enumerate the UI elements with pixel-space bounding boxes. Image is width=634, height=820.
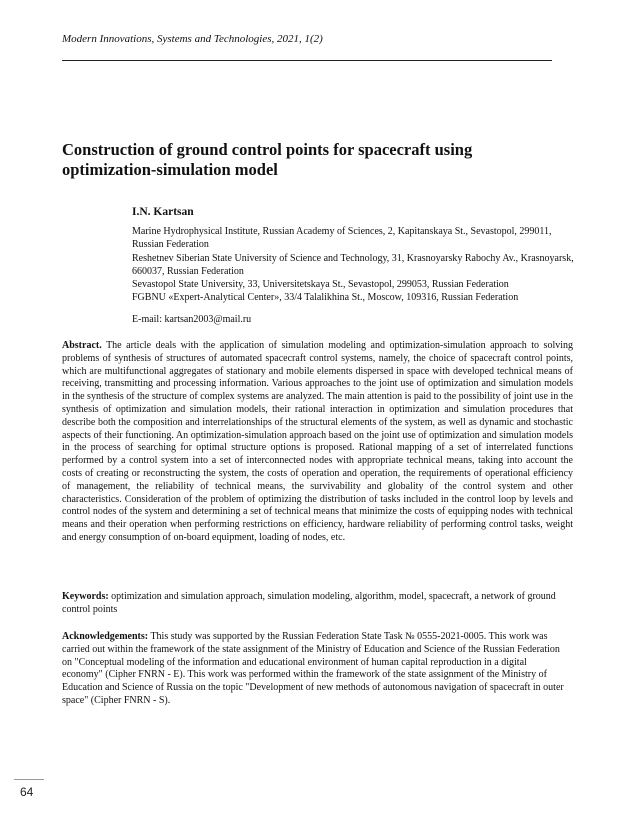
affiliation-2: Reshetnev Siberian State University of Science and Technology, 31, Krasnoyarsky Rabochy Av., Krasnoyarsk, 660037, Russian Federation bbox=[132, 252, 574, 277]
abstract-label: Abstract. bbox=[62, 340, 102, 351]
keywords-label: Keywords: bbox=[62, 591, 109, 602]
author-email: E-mail: kartsan2003@mail.ru bbox=[132, 314, 252, 325]
abstract-text: The article deals with the application of simulation modeling and optimization-simulation approach to solving problems of synthesis of structures of automated spacecraft control systems, namely, the choice of spacecraft control points, which are multifunctional aggregates of stationary and mobile elements dispersed in space with developed technical means of receiving, transmitting and processing information. Various approaches to the joint use of optimization and simulation models in the synthesis of the structure of complex systems are analyzed. The main attention is paid to the possibility of joint use in the synthesis of optimization and simulation models, their rational interaction in optimization and simulation procedures that describe both the composition and interrelationships of the structural elements of the system, as well as dynamic and stochastic aspects of their functioning. An optimization-simulation approach based on the joint use of optimization and simulation models in the process of searching for optimal structure options is proposed. Rational mapping of a set of interrelated functions performed by a control system into a set of interconnected nodes with appropriate technical means, taking into account the costs of creating or reconstructing the system, the costs of operation and operation, the requirements of operational efficiency of management, the reliability of technical means, the survivability and globality of the control system and other characteristics. Consideration of the problem of optimizing the distribution of tasks included in the control loop by levels and control nodes of the system and determining a set of technical means that minimize the costs of equipping nodes with technical means and their operation when performing restrictions on efficiency, hardware reliability of performing control tasks, weight and energy consumption of on-board equipment, loading of nodes, etc. bbox=[62, 340, 573, 543]
header-divider bbox=[62, 60, 552, 61]
acknowledgements-label: Acknowledgements: bbox=[62, 631, 149, 642]
keywords-text: optimization and simulation approach, simulation modeling, algorithm, model, spacecraft, a network of ground control points bbox=[62, 591, 556, 615]
affiliation-4: FGBNU «Expert-Analytical Center», 33/4 Talalikhina St., Moscow, 109316, Russian Federation bbox=[132, 292, 519, 304]
acknowledgements-text: This study was supported by the Russian Federation State Task № 0555-2021-0005. This work was carried out within the framework of the state assignment of the Ministry of Education and Science of the Russian Federation on "Conceptual modeling of the information and educational environment of human capital reproduction in a digital economy" (Cipher FNRN - E). This work was performed within the framework of the state assignment of the Ministry of Education and Science of Russia on the topic "Development of new methods of autonomous navigation of spacecraft in outer space" (Cipher FNRN - S). bbox=[62, 631, 564, 706]
paper-title: Construction of ground control points for spacecraft using optimization-simulation model bbox=[62, 140, 473, 179]
affiliations-block bbox=[132, 225, 582, 305]
keywords-paragraph bbox=[62, 591, 573, 617]
journal-header: Modern Innovations, Systems and Technologies, 2021, 1(2) bbox=[62, 33, 323, 45]
affiliation-3: Sevastopol State University, 33, Universitetskaya St., Sevastopol, 299053, Russian Federation bbox=[132, 279, 509, 291]
page-number-rule bbox=[14, 779, 44, 780]
affiliation-1: Marine Hydrophysical Institute, Russian Academy of Sciences, 2, Kapitanskaya St., Sevastopol, 299011, Russian Federation bbox=[132, 226, 552, 251]
page-number: 64 bbox=[20, 785, 34, 799]
acknowledgements-paragraph bbox=[62, 631, 570, 708]
author-names: I.N. Kartsan bbox=[132, 206, 194, 218]
abstract-paragraph bbox=[62, 340, 573, 545]
